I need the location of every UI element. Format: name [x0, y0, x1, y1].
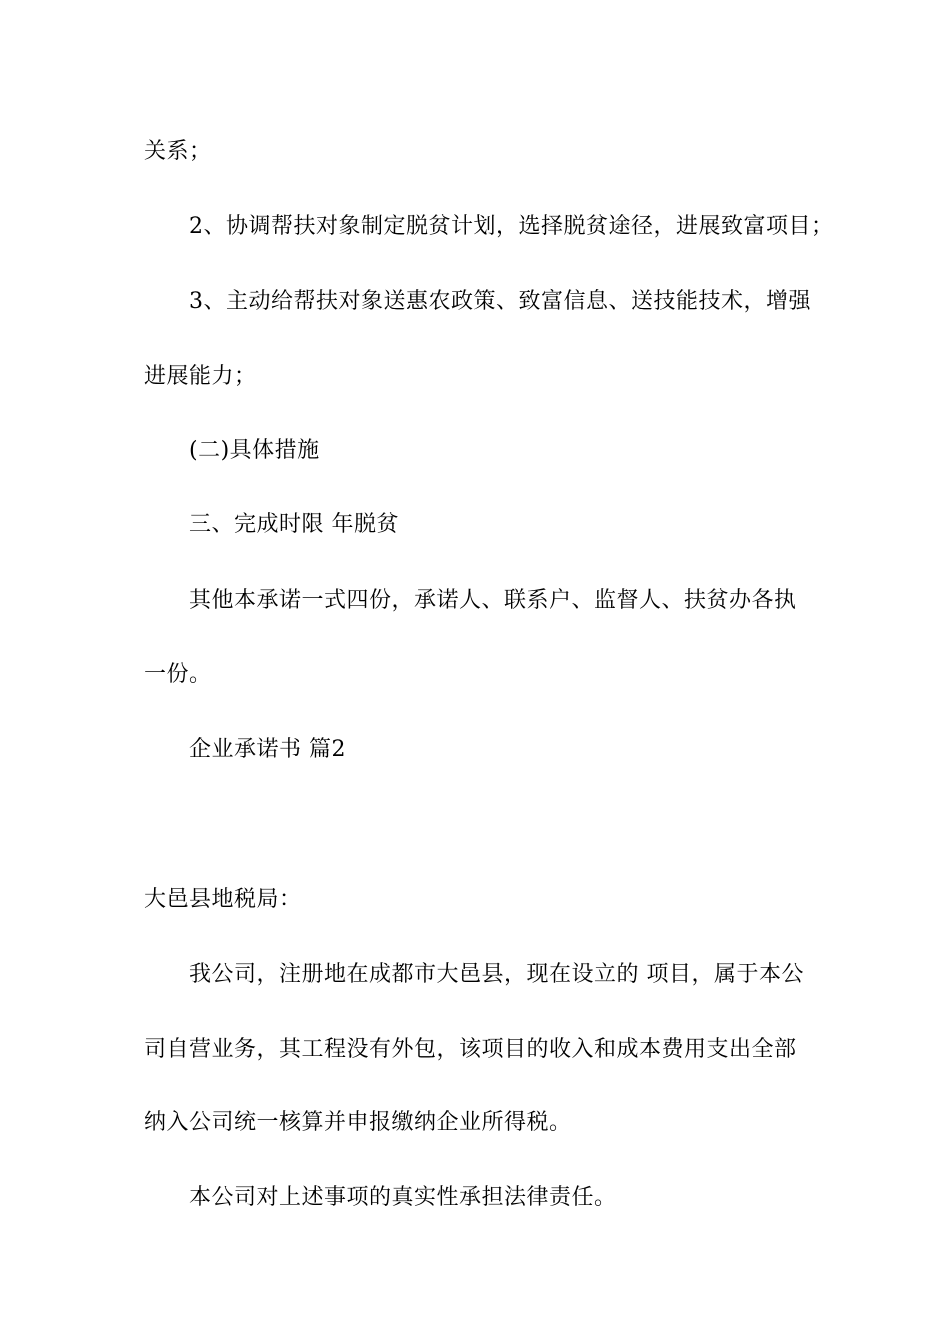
addressee: 大邑县地税局： — [144, 887, 302, 912]
text-line: 一份。 — [144, 662, 212, 687]
section-heading: 三、完成时限 年脱贫 — [189, 512, 399, 537]
text-line: 纳入公司统一核算并申报缴纳企业所得税。 — [144, 1110, 572, 1135]
section-heading: (二)具体措施 — [189, 438, 320, 463]
text-line: 司自营业务，其工程没有外包，该项目的收入和成本费用支出全部 — [144, 1037, 797, 1062]
document-title: 企业承诺书 篇2 — [189, 737, 346, 762]
text-line: 2、协调帮扶对象制定脱贫计划，选择脱贫途径，进展致富项目； — [189, 214, 834, 239]
text-line: 关系； — [144, 139, 212, 164]
text-line: 本公司对上述事项的真实性承担法律责任。 — [189, 1185, 617, 1210]
text-line: 3、主动给帮扶对象送惠农政策、致富信息、送技能技术，增强 — [189, 289, 811, 314]
text-line: 进展能力； — [144, 364, 257, 389]
text-line: 我公司，注册地在成都市大邑县，现在设立的 项目，属于本公 — [189, 962, 804, 987]
text-line: 其他本承诺一式四份，承诺人、联系户、监督人、扶贫办各执 — [189, 588, 797, 613]
